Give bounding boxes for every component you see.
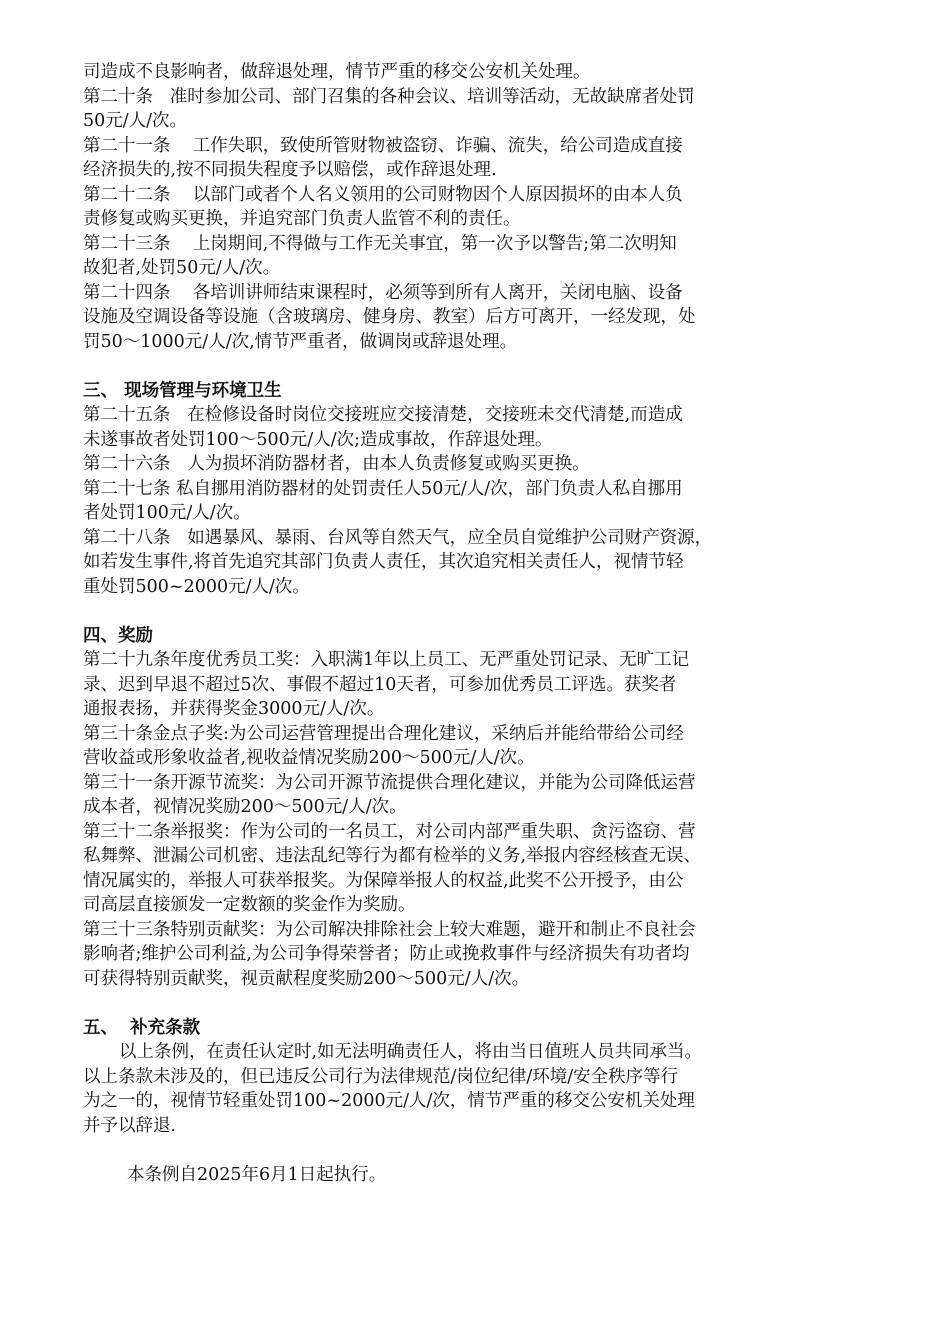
text-line: 营收益或形象收益者,视收益情况奖励200～500元/人/次。 [83,748,535,768]
document-page [83,60,873,1187]
text-line: 50元/人/次。 [83,111,188,131]
text-line: 责修复或购买更换，并追究部门负责人监管不利的责任。 [83,209,521,229]
text-line: 第三十条金点子奖:为公司运营管理提出合理化建议，采纳后并能给带给公司经 [83,723,684,744]
text-line: 未遂事故者处罚100～500元/人/次;造成事故，作辞退处理。 [83,429,553,450]
section-heading-4: 四、奖励 [83,625,153,646]
text-line: 第二十八条 如遇暴风、暴雨、台风等自然天气，应全员自觉维护公司财产资源， [83,527,713,548]
block-supplementary [83,1040,873,1138]
text-line: 故犯者,处罚50元/人/次。 [83,258,281,278]
text-line: 第二十六条 人为损坏消防器材者，由本人负责修复或购买更换。 [83,454,590,474]
text-line: 者处罚100元/人/次。 [83,503,251,523]
text-line: 为之一的，视情节轻重处罚100~2000元/人/次，情节严重的移交公安机关处理 [83,1091,695,1111]
text-line: 第三十二条举报奖：作为公司的一名员工，对公司内部严重失职、贪污盗窃、营 [83,821,696,842]
effective-date-line: 本条例自2025年6月1日起执行。 [127,1164,387,1185]
text-line: 重处罚500~2000元/人/次。 [83,576,310,597]
text-line: 第二十二条 以部门或者个人名义领用的公司财物因个人原因损坏的由本人负 [83,184,683,205]
text-line: 经济损失的,按不同损失程度予以赔偿，或作辞退处理. [83,160,497,180]
text-line: 第二十四条 各培训讲师结束课程时，必须等到所有人离开，关闭电脑、设备 [83,282,683,303]
text-line: 第二十九条年度优秀员工奖：入职满1年以上员工、无严重处罚记录、无旷工记 [83,650,690,670]
section-heading-5: 五、 补充条款 [83,1017,201,1038]
text-line: 可获得特别贡献奖，视贡献程度奖励200～500元/人/次。 [83,968,530,989]
text-line: 第二十条 准时参加公司、部门召集的各种会议、培训等活动，无故缺席者处罚 [83,86,695,107]
spacer [83,991,873,1016]
text-line: 情况属实的，举报人可获举报奖。为保障举报人的权益,此奖不公开授予，由公 [83,870,684,891]
text-line: 第二十五条 在检修设备时岗位交接班应交接清楚，交接班未交代清楚,而造成 [83,405,683,425]
spacer [83,354,873,379]
text-line: 如若发生事件,将首先追究其部门负责人责任，其次追究相关责任人，视情节轻 [83,552,684,572]
text-line: 司造成不良影响者，做辞退处理，情节严重的移交公安机关处理。 [83,62,591,82]
section-heading-3: 三、 现场管理与环境卫生 [83,380,282,401]
text-line: 成本者，视情况奖励200～500元/人/次。 [83,797,407,817]
text-line: 录、迟到早退不超过5次、事假不超过10天者，可参加优秀员工评选。获奖者 [83,674,677,695]
text-line: 罚50～1000元/人/次,情节严重者，做调岗或辞退处理。 [83,331,518,352]
block-articles-25-28 [83,403,873,599]
text-line: 第三十三条特别贡献奖：为公司解决排除社会上较大难题，避开和制止不良社会 [83,919,696,940]
text-line: 第二十一条 工作失职，致使所管财物被盗窃、诈骗、流失，给公司造成直接 [83,135,683,156]
text-line: 第二十七条 私自挪用消防器材的处罚责任人50元/人/次，部门负责人私自挪用 [83,478,683,499]
text-line: 司高层直接颁发一定数额的奖金作为奖励。 [83,895,416,915]
text-line: 以上条例，在责任认定时,如无法明确责任人，将由当日值班人员共同承当。 [119,1042,703,1062]
text-line: 以上条款未涉及的，但已违反公司行为法律规范/岗位纪律/环境/安全秩序等行 [83,1066,679,1087]
spacer [83,1138,873,1163]
text-line: 私舞弊、泄漏公司机密、违法乱纪等行为都有检举的义务,举报内容经核查无误、 [83,846,702,866]
text-line: 通报表扬，并获得奖金3000元/人/次。 [83,699,385,719]
block-articles-20-24 [83,60,873,354]
text-line: 影响者;维护公司利益,为公司争得荣誉者；防止或挽救事件与经济损失有功者均 [83,944,690,964]
text-line: 设施及空调设备等设施（含玻璃房、健身房、教室）后方可离开，一经发现，处 [83,307,696,327]
block-articles-29-33 [83,648,873,991]
text-line: 并予以辞退. [83,1115,177,1136]
spacer [83,599,873,624]
text-line: 第二十三条 上岗期间,不得做与工作无关事宜，第一次予以警告;第二次明知 [83,233,677,254]
text-line: 第三十一条开源节流奖：为公司开源节流提供合理化建议，并能为公司降低运营 [83,772,696,793]
